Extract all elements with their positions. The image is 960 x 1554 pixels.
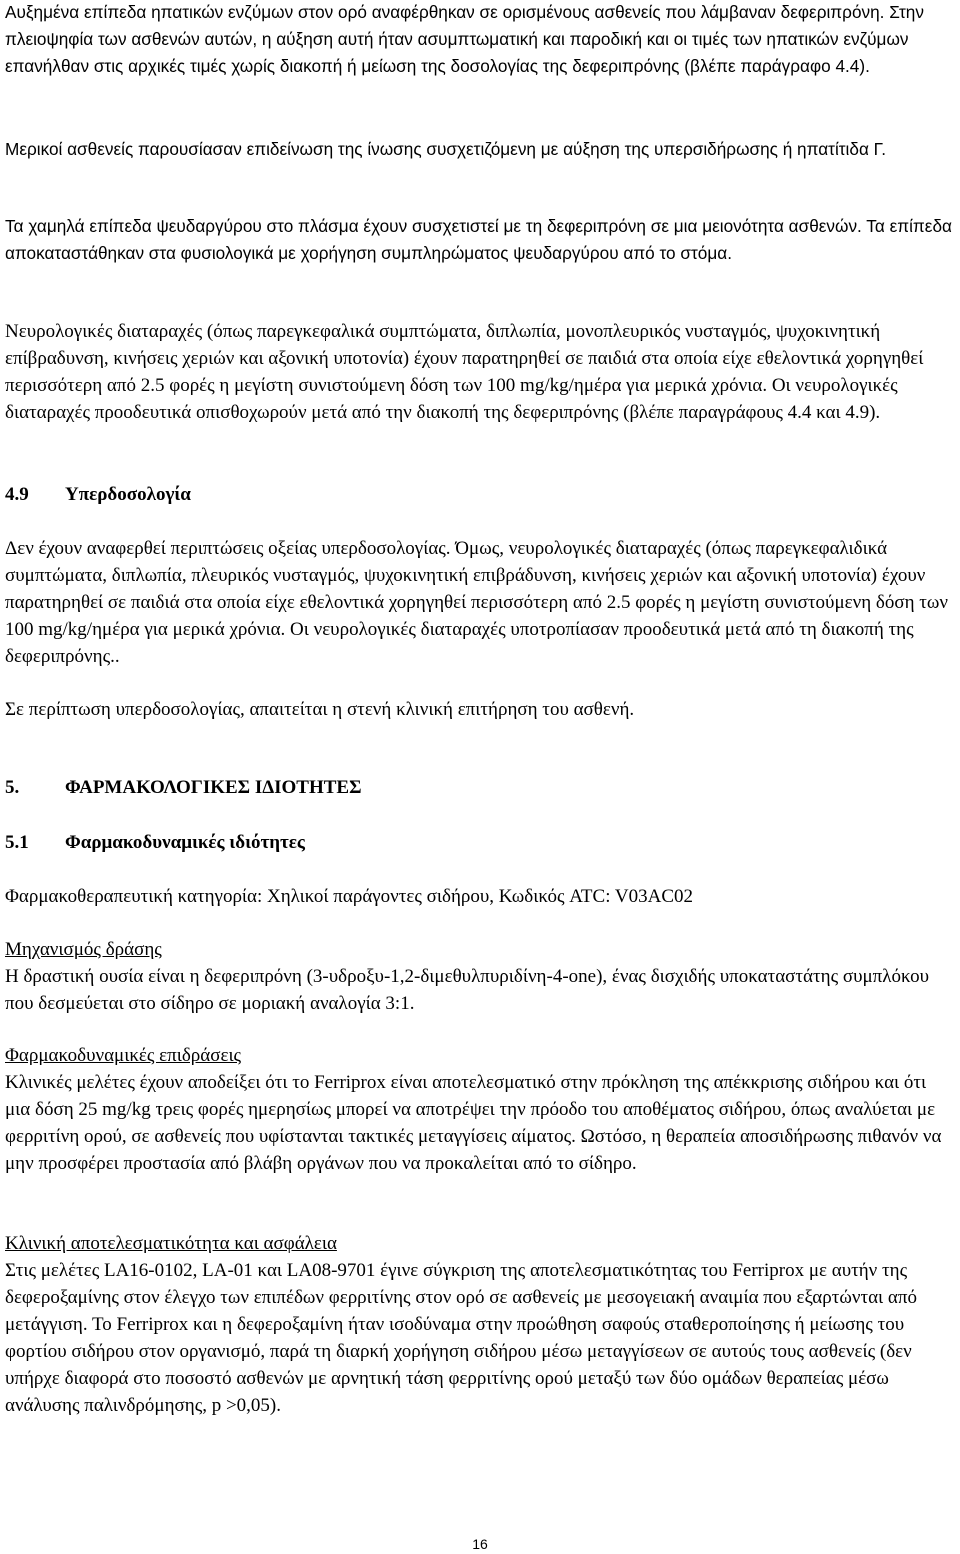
section-number: 4.9 bbox=[5, 484, 29, 505]
section-title: Φαρμακοδυναμικές ιδιότητες bbox=[65, 832, 305, 853]
paragraph-liver-enzymes: Αυξημένα επίπεδα ηπατικών ενζύμων στον ορό αναφέρθηκαν σε ορισμένους ασθενείς που λάμβαναν δεφεριπρόνη. Στην πλειοψηφία των ασθενών αυτών, η αύξηση αυτή ήταν ασυμπτωματική και παροδική και οι τιμές των ηπατικών ενζύμων επανήλθαν στις αρχικές τιμές χωρίς διακοπή ή μείωση της δοσολογίας της δεφεριπρόνης (βλέπε παράγραφο 4.4). bbox=[5, 2, 924, 76]
subheading-clinical: Κλινική αποτελεσματικότητα και ασφάλεια bbox=[5, 1233, 337, 1254]
section-heading-5-1 bbox=[5, 829, 955, 856]
paragraph-overdose: Δεν έχουν αναφερθεί περιπτώσεις οξείας υπερδοσολογίας. Όμως, νευρολογικές διαταραχές (όπως παρεγκεφαλιδικά συμπτώματα, διπλωπία, πλευρικός νυσταγμός, ψυχοκινητική επιβράδυνση, κινήσεις χεριών και αξονική υποτονία) έχουν παρατηρηθεί σε παιδιά στα οποία είχε εθελοντικά χορηγηθεί περισσότερη από 2.5 φορές η μεγίστη συνιστούμενη δόση των 100 mg/kg/ημέρα για μερικά χρόνια. Οι νευρολογικές διαταραχές υποτροπίασαν προοδευτικά μετά από τη διακοπή της δεφεριπρόνης.. bbox=[5, 538, 949, 667]
subheading-mechanism: Μηχανισμός δράσης bbox=[5, 939, 162, 960]
paragraph-zinc: Τα χαμηλά επίπεδα ψευδαργύρου στο πλάσμα έχουν συσχετιστεί με τη δεφεριπρόνη σε μια μειονότητα ασθενών. Τα επίπεδα αποκαταστάθηκαν στα φυσιολογικά με χορήγηση συμπληρώματος ψευδαργύρου από το στόμα. bbox=[5, 216, 952, 263]
section-title: Υπερδοσολογία bbox=[65, 484, 191, 505]
paragraph-clinical: Στις μελέτες LA16-0102, LA-01 και LA08-9701 έγινε σύγκριση της αποτελεσματικότητας του Ferriprox με αυτήν της δεφεροξαμίνης στον έλεγχο των επιπέδων φερριτίνης στον ορό σε ασθενείς με μεσογειακή αναιμία που εξαρτώνται από μετάγγιση. Το Ferriprox και η δεφεροξαμίνη ήταν ισοδύναμα στην προώθηση σαφούς σταθεροποίησης ή μείωσης του φορτίου σιδήρου στον οργανισμό, παρά τη διαρκή χορήγηση σιδήρου μέσω μεταγγίσεων σε αυτούς τους ασθενείς (δεν υπήρχε διαφορά στο ποσοστό ασθενών με αρνητική τάση φερριτίνης ορού μεταξύ των δύο ομάδων θεραπείας μέσω ανάλυσης παλινδρόμησης, p >0,05). bbox=[5, 1260, 917, 1416]
section-title: ΦΑΡΜΑΚΟΛΟΓΙΚΕΣ ΙΔΙΟΤΗΤΕΣ bbox=[65, 777, 362, 798]
section-heading-4-9 bbox=[5, 481, 955, 508]
page-number: 16 bbox=[472, 1536, 488, 1552]
clinical-block bbox=[5, 1230, 955, 1419]
paragraph-mechanism: Η δραστική ουσία είναι η δεφεριπρόνη (3-υδροξυ-1,2-διμεθυλπυριδίνη-4-one), ένας δισχιδής υποκαταστάτης συμπλόκου που δεσμεύεται στο σίδηρο σε μοριακή αναλογία 3:1. bbox=[5, 966, 930, 1014]
pharmacodynamic-block bbox=[5, 1042, 955, 1177]
paragraph-fibrosis: Μερικοί ασθενείς παρουσίασαν επιδείνωση της ίνωσης συσχετιζόμενη με αύξηση της υπερσιδήρωσης ή ηπατίτιδα Γ. bbox=[5, 139, 887, 159]
section-number: 5.1 bbox=[5, 832, 29, 853]
mechanism-block bbox=[5, 936, 955, 1017]
paragraph-atc-code: Φαρμακοθεραπευτική κατηγορία: Χηλικοί παράγοντες σιδήρου, Κωδικός ATC: V03AC02 bbox=[5, 886, 693, 907]
paragraph-overdose-monitoring: Σε περίπτωση υπερδοσολογίας, απαιτείται η στενή κλινική επιτήρηση του ασθενή. bbox=[5, 699, 635, 720]
paragraph-pharmacodynamic: Κλινικές μελέτες έχουν αποδείξει ότι το Ferriprox είναι αποτελεσματικό στην πρόκληση της απέκκρισης σιδήρου και ότι μια δόση 25 mg/kg τρεις φορές ημερησίως μπορεί να αποτρέψει την πρόοδο του αποθέματος σιδήρου, όπως αναλύεται με φερριτίνη ορού, σε ασθενείς που υφίστανται τακτικές μεταγγίσεις αίματος. Ωστόσο, η θεραπεία αποσιδήρωσης πιθανόν να μην προσφέρει προστασία από βλάβη οργάνων που να προκαλείται από το σίδηρο. bbox=[5, 1072, 942, 1174]
section-heading-5 bbox=[5, 774, 955, 801]
paragraph-neurological: Νευρολογικές διαταραχές (όπως παρεγκεφαλικά συμπτώματα, διπλωπία, μονοπλευρικός νυσταγμός, ψυχοκινητική επίβραδυνση, κινήσεις χεριών και αξονική υποτονία) έχουν παρατηρηθεί σε παιδιά στα οποία είχε εθελοντικά χορηγηθεί περισσότερη από 2.5 φορές η μεγίστη συνιστούμενη δόση των 100 mg/kg/ημέρα για μερικά χρόνια. Οι νευρολογικές διαταραχές προοδευτικά οπισθοχωρούν μετά από την διακοπή της δεφεριπρόνης (βλέπε παραγράφους 4.4 και 4.9). bbox=[5, 321, 924, 423]
section-number: 5. bbox=[5, 777, 20, 798]
subheading-pharmacodynamic: Φαρμακοδυναμικές επιδράσεις bbox=[5, 1045, 242, 1066]
